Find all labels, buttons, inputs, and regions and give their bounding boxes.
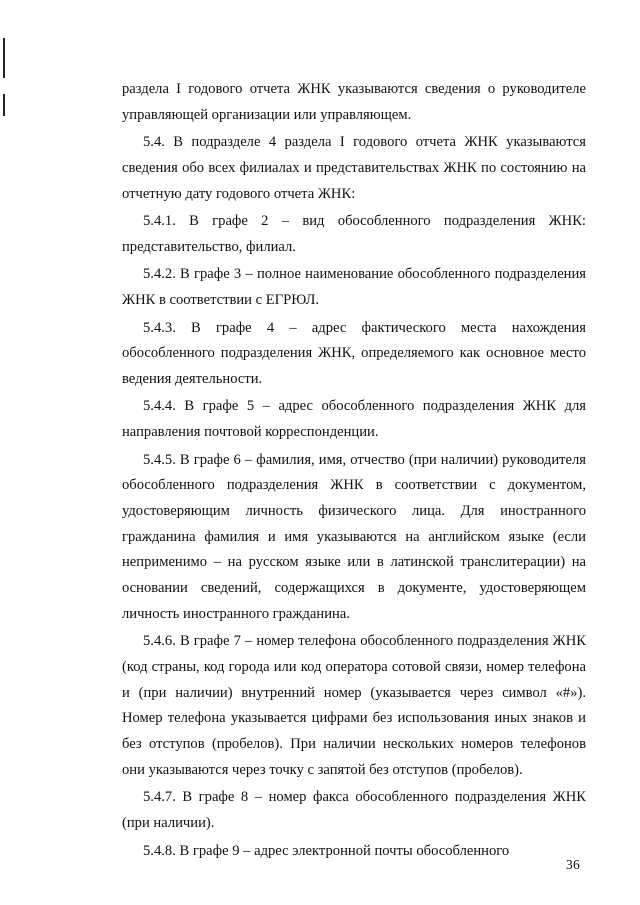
scan-edge-mark [3,38,5,78]
paragraph-5-4-8: 5.4.8. В графе 9 – адрес электронной почты обособленного [143,842,510,859]
scan-edge-mark [3,94,5,116]
paragraph-5-4-2: 5.4.2. В графе 3 – полное наименование обособленного подразделения ЖНК в соответствии с ЕГРЮЛ. [122,266,586,309]
page-number: 36 [566,857,581,872]
paragraph-5-4-1: 5.4.1. В графе 2 – вид обособленного подразделения ЖНК: представительство, филиал. [122,213,586,255]
paragraph-5-4-5: 5.4.5. В графе 6 – фамилия, имя, отчество (при наличии) руководителя обособленного подразделения ЖНК в соответствии с документом, удостоверяющим личность физического лица. Для иностранного гражданина фамилия и имя указываются на английском языке (если неприменимо – на русском языке или в латинской транслитерации) на основании сведений, содержащихся в документе, удостоверяющем личность иностранного гражданина. [122,451,586,622]
paragraph-5-4-3: 5.4.3. В графе 4 – адрес фактического места нахождения обособленного подразделения ЖНК, определяемого как основное место ведения деятельности. [122,319,586,387]
paragraph-5-4-7: 5.4.7. В графе 8 – номер факса обособленного подразделения ЖНК (при наличии). [122,789,586,832]
paragraph-continuation: раздела I годового отчета ЖНК указываются сведения о руководителе управляющей организации или управляющем. [122,81,586,123]
paragraph-5-4-6: 5.4.6. В графе 7 – номер телефона обособленного подразделения ЖНК (код страны, код города или код оператора сотовой связи, номер телефона и (при наличии) внутренний номер (указывается через символ «#»). Номер телефона указывается цифрами без использования иных знаков и без отступов (пробелов). При наличии нескольких номеров телефонов они указываются через точку с запятой без отступов (пробелов). [122,633,586,778]
paragraph-5-4-4: 5.4.4. В графе 5 – адрес обособленного подразделения ЖНК для направления почтовой корреспонденции. [122,398,586,441]
paragraph-5-4: 5.4. В подразделе 4 раздела I годового отчета ЖНК указываются сведения обо всех филиалах и представительствах ЖНК по состоянию на отчетную дату годового отчета ЖНК: [122,134,586,202]
document-body [122,77,586,866]
